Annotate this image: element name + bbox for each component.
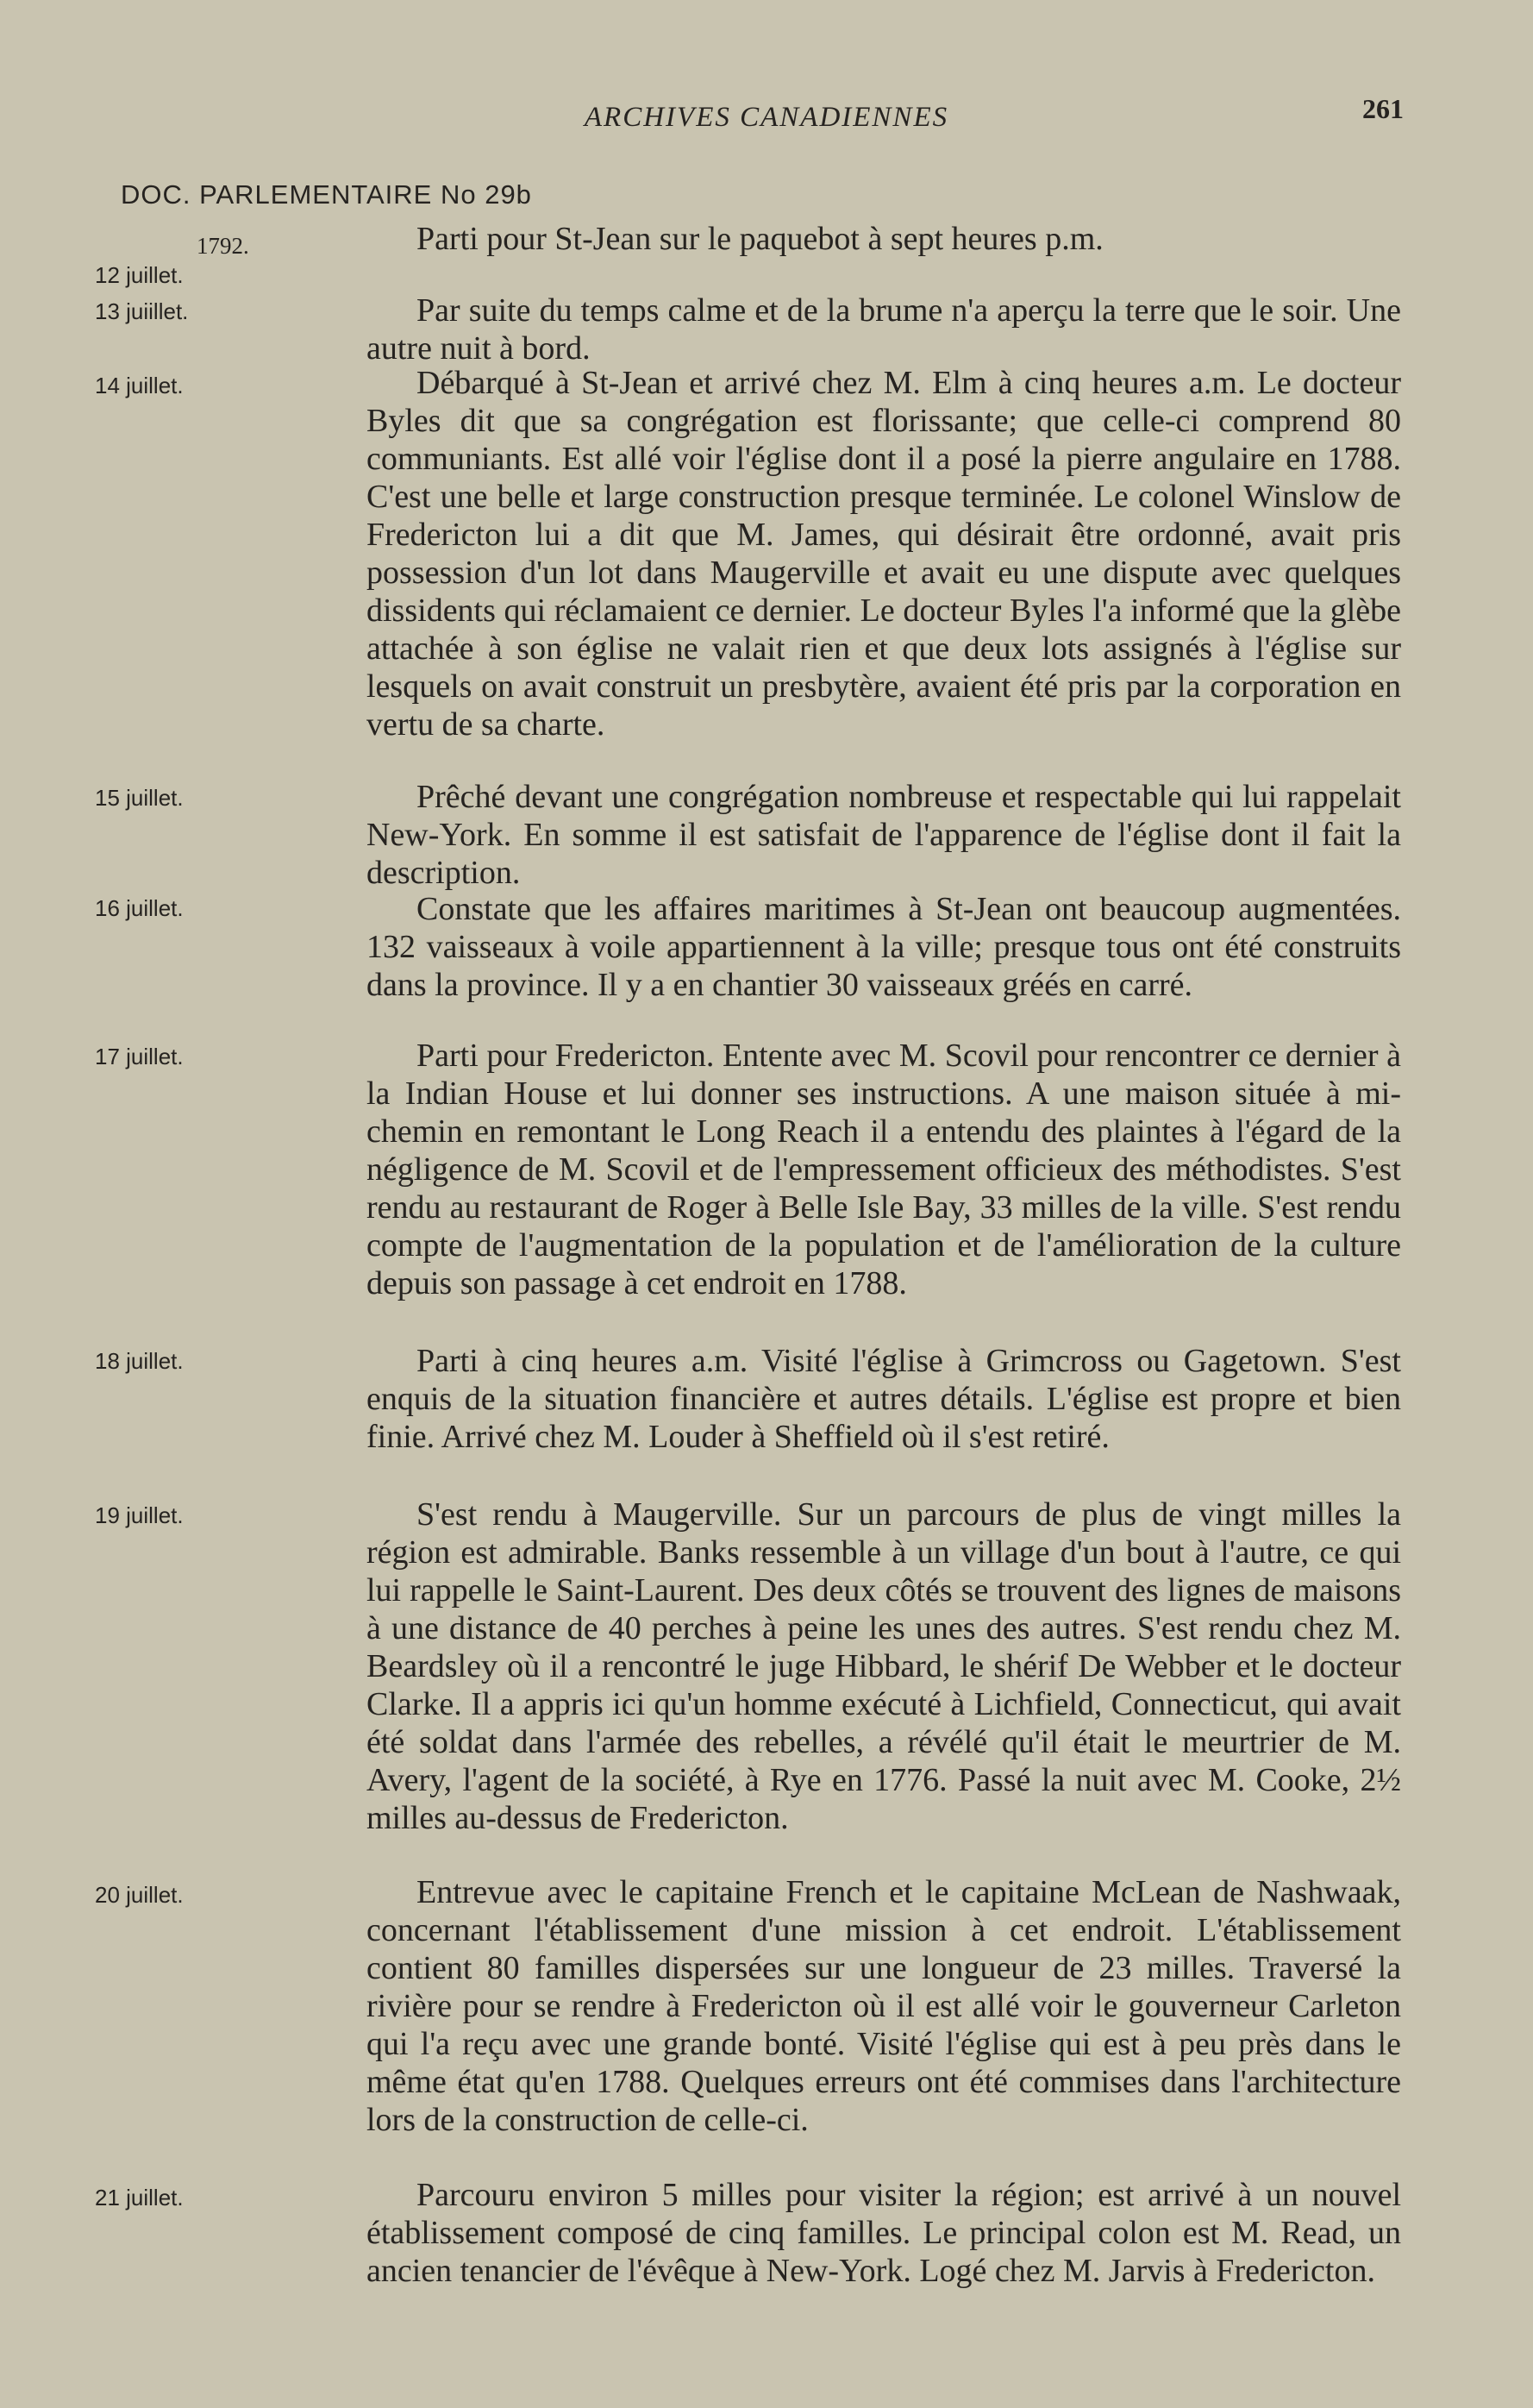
year-label: 1792. (197, 233, 249, 259)
entry-text: Parti pour St-Jean sur le paquebot à sept heures p.m. (416, 221, 1104, 257)
entry-date: 16 juillet. (95, 895, 184, 921)
entry-date: 15 juillet. (95, 785, 184, 811)
entry-date: 12 juillet. (95, 262, 184, 288)
entry-text: Constate que les affaires maritimes à St-Jean ont beaucoup augmentées. 132 vaisseaux à voile appartiennent à la ville; presque tous ont été construits dans la province. Il y a en chantier 30 vaisseaux gréés en carré. (366, 891, 1401, 1003)
running-title: ARCHIVES CANADIENNES (584, 102, 949, 133)
entry-date: 19 juillet. (95, 1502, 184, 1528)
document-reference: DOC. PARLEMENTAIRE No 29b (121, 179, 532, 210)
entry-text: Parti pour Fredericton. Entente avec M. Scovil pour rencontrer ce dernier à la Indian House et lui donner ses instructions. A une maison située à mi-chemin en remontant le Long Reach il a entendu des plaintes à l'égard de la négligence de M. Scovil et de l'empressement officieux des méthodistes. S'est rendu au restaurant de Roger à Belle Isle Bay, 33 milles de la ville. S'est rendu compte de l'augmentation de la population et de l'amélioration de la culture depuis son passage à cet endroit en 1788. (366, 1038, 1401, 1301)
entry-text: S'est rendu à Maugerville. Sur un parcours de plus de vingt milles la région est admirable. Banks ressemble à un village d'un bout à l'autre, ce qui lui rappelle le Saint-Laurent. Des deux côtés se trouvent des lignes de maisons à une distance de 40 perches à peine les unes des autres. S'est rendu chez M. Beardsley où il a rencontré le juge Hibbard, le shérif De Webber et le docteur Clarke. Il a appris ici qu'un homme exécuté à Lichfield, Connecticut, qui avait été soldat dans l'armée des rebelles, a révélé qu'il était le meurtrier de M. Avery, l'agent de la société, à Rye en 1776. Passé la nuit avec M. Cooke, 2½ milles au-dessus de Fredericton. (366, 1496, 1401, 1836)
entry-date: 13 juiillet. (95, 298, 189, 324)
entry-text: Entrevue avec le capitaine French et le capitaine McLean de Nashwaak, concernant l'établissement d'une mission à cet endroit. L'établissement contient 80 familles dispersées sur une longueur de 23 milles. Traversé la rivière pour se rendre à Fredericton où il est allé voir le gouverneur Carleton qui l'a reçu avec une grande bonté. Visité l'église qui est à peu près dans le même état qu'en 1788. Quelques erreurs ont été commises dans l'architecture lors de la construction de celle-ci. (366, 1874, 1401, 2138)
entry-date: 17 juillet. (95, 1044, 184, 1069)
entry-date: 18 juillet. (95, 1348, 184, 1374)
entry-text: Prêché devant une congrégation nombreuse et respectable qui lui rappelait New-York. En somme il est satisfait de l'apparence de l'église dont il fait la description. (366, 779, 1401, 891)
entry-text: Par suite du temps calme et de la brume n'a aperçu la terre que le soir. Une autre nuit à bord. (366, 292, 1401, 367)
entry-date: 14 juillet. (95, 373, 184, 398)
entry-text: Débarqué à St-Jean et arrivé chez M. Elm à cinq heures a.m. Le docteur Byles dit que sa congrégation est florissante; que celle-ci comprend 80 communiants. Est allé voir l'église dont il a posé la pierre angulaire en 1788. C'est une belle et large construction presque terminée. Le colonel Winslow de Fredericton lui a dit que M. James, qui désirait être ordonné, avait pris possession d'un lot dans Maugerville et avait eu une dispute avec quelques dissidents qui réclamaient ce dernier. Le docteur Byles l'a informé que la glèbe attachée à son église ne valait rien et que deux lots assignés à l'église sur lesquels on avait construit un presbytère, avaient été pris par la corporation en vertu de sa charte. (366, 365, 1401, 743)
entry-text: Parti à cinq heures a.m. Visité l'église à Grimcross ou Gagetown. S'est enquis de la situation financière et autres détails. L'église est propre et bien finie. Arrivé chez M. Louder à Sheffield où il s'est retiré. (366, 1343, 1401, 1455)
entry-date: 20 juillet. (95, 1882, 184, 1908)
page-number: 261 (1362, 93, 1404, 124)
entry-date: 21 juillet. (95, 2185, 184, 2210)
entry-text: Parcouru environ 5 milles pour visiter la région; est arrivé à un nouvel établissement composé de cinq familles. Le principal colon est M. Read, un ancien tenancier de l'évêque à New-York. Logé chez M. Jarvis à Fredericton. (366, 2177, 1401, 2289)
